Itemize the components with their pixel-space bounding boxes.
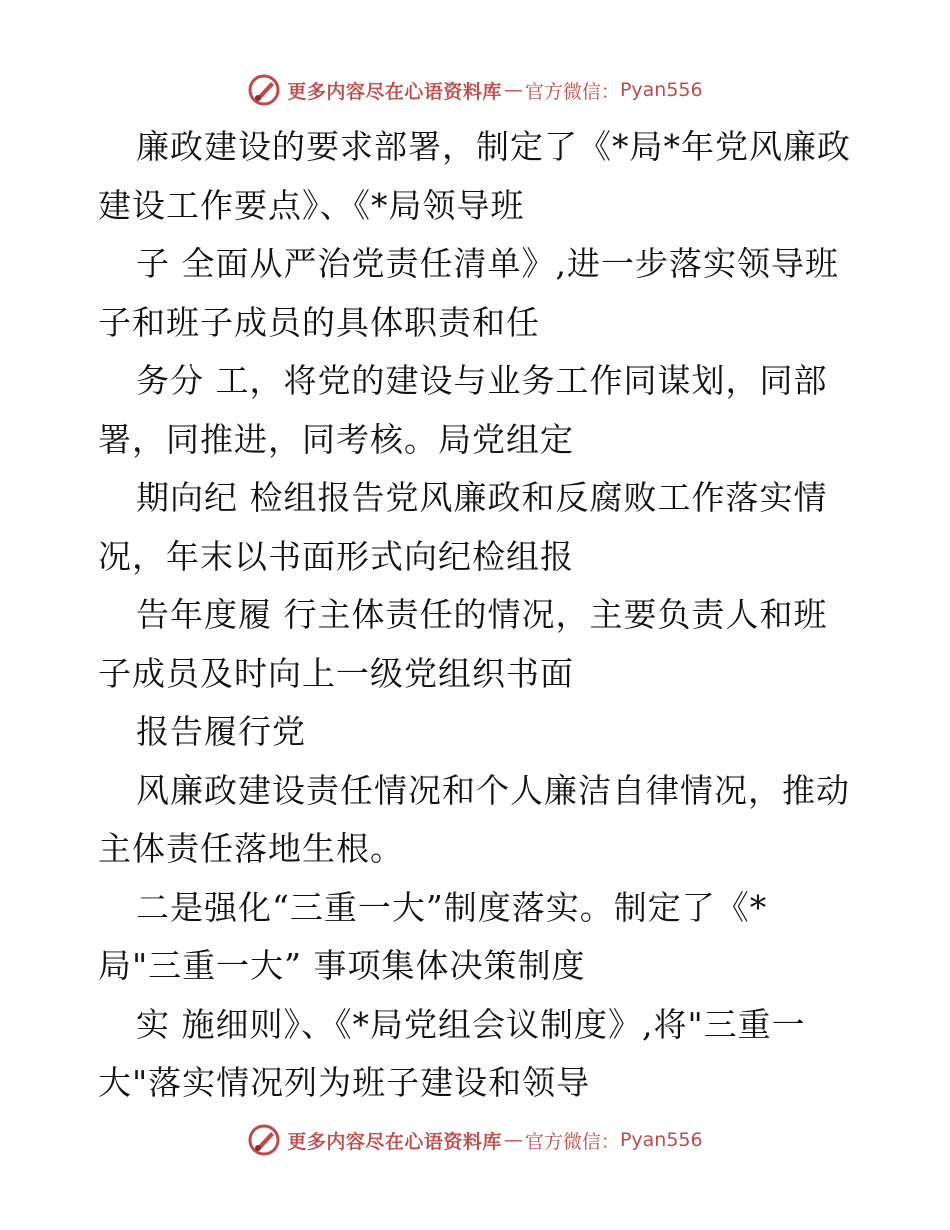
logo-icon [247, 1123, 281, 1157]
text-line: 二是强化“三重一大”制度落实。制定了《* [136, 887, 768, 927]
text-line: 实 施细则》、《*局党组会议制度》,将"三重一 [136, 1004, 806, 1044]
text-line: 告年度履 行主体责任的情况，主要负责人和班 [136, 595, 828, 634]
text-line: 报告履行党 [136, 712, 306, 751]
text-line: 期向纪 检组报告党风廉政和反腐败工作落实情 [136, 478, 828, 517]
footer-watermark [0, 1120, 950, 1160]
watermark-wechat-id: Pyan556 [619, 1129, 703, 1151]
header-watermark [0, 70, 950, 110]
text-line: 务分 工，将党的建设与业务工作同谋划，同部 [136, 361, 828, 400]
text-line: 况，年末以书面形式向纪检组报 [98, 536, 574, 576]
watermark-dash: — [503, 79, 523, 101]
text-line: 子和班子成员的具体职责和任 [98, 302, 540, 342]
watermark-main-text: 更多内容尽在心语资料库 [287, 1130, 502, 1153]
text-line: 子成员及时向上一级党组织书面 [98, 653, 574, 693]
text-line: 廉政建设的要求部署，制定了《*局*年党风廉政 [136, 127, 851, 166]
watermark-sub-text: 官方微信： [524, 80, 620, 103]
watermark-sub-text: 官方微信： [524, 1130, 620, 1153]
text-line: 子 全面从严治党责任清单》,进一步落实领导班 [136, 244, 839, 283]
watermark-dash: — [503, 1129, 523, 1151]
watermark-wechat-id: Pyan556 [619, 79, 703, 101]
logo-icon [247, 73, 281, 107]
text-line: 风廉政建设责任情况和个人廉洁自律情况，推动 [136, 770, 850, 810]
document-body [98, 118, 858, 1113]
text-line: 大"落实情况列为班子建设和领导 [98, 1063, 591, 1102]
text-line: 署，同推进，同考核。局党组定 [98, 419, 574, 459]
text-line: 主体责任落地生根。 [98, 829, 404, 868]
text-line: 建设工作要点》、《*局领导班 [98, 185, 525, 225]
text-line: 局"三重一大” 事项集体决策制度 [98, 946, 586, 985]
watermark-main-text: 更多内容尽在心语资料库 [287, 80, 502, 103]
